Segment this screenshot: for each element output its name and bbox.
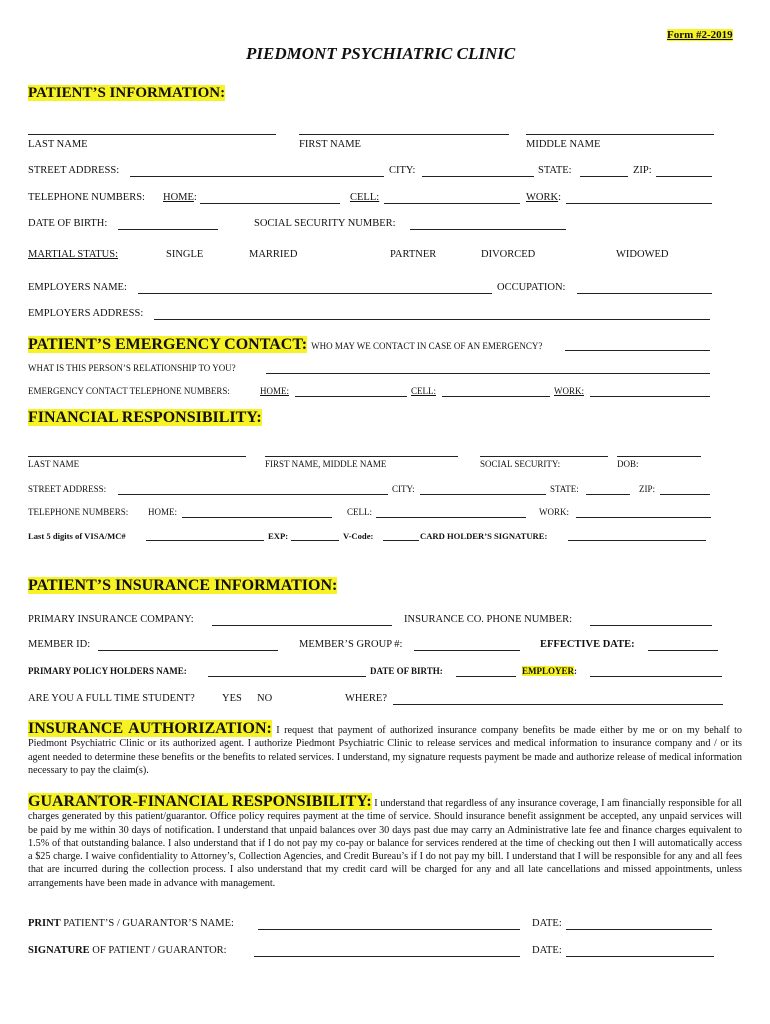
- form-number: Form #2-2019: [667, 29, 733, 41]
- guarantor-text: I understand that regardless of any insurance coverage, I am financially responsible for all charges generated by this patient/guarantor. Office policy requires payment at the time of service. Should insurance benefit assignment be accepted, any unpaid services will be paid by me within 30 days of notification. I understand that unpaid balances over 30 days past due may carry an Administrative late fee and finance charges equivalent to 1.5% of that outstanding balance. I also understand that if I do not pay my co-pay or balance for services rendered at the time of checking out then I will automatically access a $25 charge. I waive confidentiality to Attorney’s, Collection Agencies, and Credit Bureau’s if I do not pay my bill. I understand that I will be responsible for any and all fees that are incurred during the collection process. I also understand that my credit card will be charged for any and all late cancellations and missed appointments, unless arrangements have been made in advance with management.: [28, 798, 742, 889]
- state-field[interactable]: [580, 176, 628, 177]
- last-name-label: LAST NAME: [28, 139, 88, 150]
- student-no[interactable]: NO: [257, 693, 273, 704]
- holder-name-label: PRIMARY POLICY HOLDERS NAME:: [28, 666, 187, 676]
- relationship-field[interactable]: [266, 373, 710, 374]
- signature-date-label: DATE:: [532, 945, 562, 956]
- fin-street-label: STREET ADDRESS:: [28, 484, 107, 494]
- primary-company-label: PRIMARY INSURANCE COMPANY:: [28, 614, 194, 625]
- cell-phone-field[interactable]: [384, 203, 520, 204]
- occupation-label: OCCUPATION:: [497, 282, 566, 293]
- patient-info-heading: PATIENT’S INFORMATION:: [28, 85, 226, 101]
- page-title: PIEDMONT PSYCHIATRIC CLINIC: [246, 44, 516, 63]
- occupation-field[interactable]: [577, 293, 712, 294]
- signature-label: SIGNATURE OF PATIENT / GUARANTOR:: [28, 945, 227, 956]
- company-phone-label: INSURANCE CO. PHONE NUMBER:: [404, 614, 573, 625]
- insurance-heading: PATIENT’S INSURANCE INFORMATION:: [28, 577, 338, 594]
- exp-label: EXP:: [268, 531, 289, 541]
- holder-name-field[interactable]: [208, 676, 366, 677]
- emergency-cell-label: CELL:: [411, 386, 436, 396]
- home-phone-field[interactable]: [200, 203, 340, 204]
- city-label: CITY:: [389, 165, 416, 176]
- emergency-home-field[interactable]: [295, 396, 407, 397]
- marital-married[interactable]: MARRIED: [249, 249, 298, 260]
- where-label: WHERE?: [345, 693, 387, 704]
- print-name-field[interactable]: [258, 929, 520, 930]
- student-yes[interactable]: YES: [222, 693, 242, 704]
- work-phone-field[interactable]: [566, 203, 712, 204]
- guarantor-financial-responsibility: [28, 795, 742, 890]
- employers-name-label: EMPLOYERS NAME:: [28, 282, 127, 293]
- marital-divorced[interactable]: DIVORCED: [481, 249, 536, 260]
- middle-name-field[interactable]: [526, 134, 714, 135]
- last-name-field[interactable]: [28, 134, 276, 135]
- home-label: HOME:: [163, 192, 197, 203]
- student-label: ARE YOU A FULL TIME STUDENT?: [28, 693, 195, 704]
- signature-field[interactable]: [254, 956, 520, 957]
- employers-address-label: EMPLOYERS ADDRESS:: [28, 308, 144, 319]
- fin-dob-label: DOB:: [617, 459, 639, 469]
- fin-cell-label: CELL:: [347, 507, 372, 517]
- exp-field[interactable]: [291, 540, 339, 541]
- fin-first-name-label: FIRST NAME, MIDDLE NAME: [265, 459, 387, 469]
- cell-label: CELL:: [350, 192, 380, 203]
- work-label: WORK:: [526, 192, 562, 203]
- emergency-work-label: WORK:: [554, 386, 584, 396]
- marital-partner[interactable]: PARTNER: [390, 249, 437, 260]
- effective-date-field[interactable]: [648, 650, 718, 651]
- fin-state-label: STATE:: [550, 484, 579, 494]
- fin-street-field[interactable]: [118, 494, 388, 495]
- cardholder-signature-field[interactable]: [568, 540, 706, 541]
- print-name-label: PRINT PATIENT’S / GUARANTOR’S NAME:: [28, 918, 234, 929]
- dob-label: DATE OF BIRTH:: [28, 218, 108, 229]
- employer-field[interactable]: [590, 676, 722, 677]
- holder-dob-label: DATE OF BIRTH:: [370, 666, 443, 676]
- authorization-text: I request that payment of authorized insurance company benefits be made either by me or on my behalf to Piedmont Psychiatric Clinic or its authorized agent. I authorize Piedmont Psychiatric Clinic to release services and medical information to insurance company and / or its agent needed to determine these benefits or the benefits to related services. I understand, my signature requests payment be made and authorize release of medical information necessary to pay the claim(s).: [28, 725, 742, 776]
- holder-dob-field[interactable]: [456, 676, 516, 677]
- emergency-contact-field[interactable]: [565, 350, 710, 351]
- authorization-heading: INSURANCE AUTHORIZATION:: [28, 720, 272, 737]
- phone-label: TELEPHONE NUMBERS:: [28, 192, 145, 203]
- card-label: Last 5 digits of VISA/MC#: [28, 531, 126, 541]
- first-name-label: FIRST NAME: [299, 139, 361, 150]
- vcode-field[interactable]: [383, 540, 419, 541]
- fin-city-label: CITY:: [392, 484, 415, 494]
- middle-name-label: MIDDLE NAME: [526, 139, 601, 150]
- emergency-home-label: HOME:: [260, 386, 289, 396]
- fin-last-name-field[interactable]: [28, 456, 246, 457]
- primary-company-field[interactable]: [212, 625, 392, 626]
- guarantor-heading: GUARANTOR-FINANCIAL RESPONSIBILITY:: [28, 793, 372, 810]
- emergency-work-field[interactable]: [590, 396, 710, 397]
- employers-address-field[interactable]: [154, 319, 710, 320]
- financial-heading: FINANCIAL RESPONSIBILITY:: [28, 409, 262, 426]
- fin-ssn-field[interactable]: [480, 456, 608, 457]
- marital-single[interactable]: SINGLE: [166, 249, 204, 260]
- member-id-label: MEMBER ID:: [28, 639, 91, 650]
- vcode-label: V-Code:: [343, 531, 374, 541]
- employer-label: EMPLOYER:: [522, 666, 578, 676]
- fin-dob-field[interactable]: [617, 456, 701, 457]
- where-field[interactable]: [393, 704, 723, 705]
- group-field[interactable]: [414, 650, 520, 651]
- employers-name-field[interactable]: [138, 293, 492, 294]
- insurance-authorization: [28, 722, 742, 777]
- fin-cell-field[interactable]: [376, 517, 526, 518]
- fin-home-field[interactable]: [182, 517, 332, 518]
- fin-home-label: HOME:: [148, 507, 177, 517]
- fin-work-label: WORK:: [539, 507, 569, 517]
- print-date-field[interactable]: [566, 929, 712, 930]
- first-name-field[interactable]: [299, 134, 509, 135]
- effective-date-label: EFFECTIVE DATE:: [540, 639, 635, 650]
- group-label: MEMBER’S GROUP #:: [299, 639, 403, 650]
- fin-work-field[interactable]: [576, 517, 711, 518]
- emergency-heading: PATIENT’S EMERGENCY CONTACT: WHO MAY WE CONTACT IN CASE OF AN EMERGENCY?: [28, 336, 543, 353]
- fin-zip-label: ZIP:: [639, 484, 656, 494]
- company-phone-field[interactable]: [590, 625, 712, 626]
- ssn-field[interactable]: [410, 229, 566, 230]
- state-label: STATE:: [538, 165, 572, 176]
- dob-field[interactable]: [118, 229, 218, 230]
- cardholder-label: CARD HOLDER’S SIGNATURE:: [420, 531, 548, 541]
- marital-widowed[interactable]: WIDOWED: [616, 249, 669, 260]
- city-field[interactable]: [422, 176, 534, 177]
- fin-phone-label: TELEPHONE NUMBERS:: [28, 507, 129, 517]
- print-date-label: DATE:: [532, 918, 562, 929]
- zip-field[interactable]: [656, 176, 712, 177]
- street-field[interactable]: [130, 176, 384, 177]
- fin-state-field[interactable]: [586, 494, 630, 495]
- emergency-cell-field[interactable]: [442, 396, 550, 397]
- member-id-field[interactable]: [98, 650, 278, 651]
- fin-first-name-field[interactable]: [265, 456, 458, 457]
- fin-city-field[interactable]: [420, 494, 546, 495]
- ssn-label: SOCIAL SECURITY NUMBER:: [254, 218, 396, 229]
- zip-label: ZIP:: [633, 165, 652, 176]
- street-label: STREET ADDRESS:: [28, 165, 120, 176]
- relationship-label: WHAT IS THIS PERSON’S RELATIONSHIP TO YOU?: [28, 363, 236, 373]
- signature-date-field[interactable]: [566, 956, 714, 957]
- fin-ssn-label: SOCIAL SECURITY:: [480, 459, 561, 469]
- card-digits-field[interactable]: [146, 540, 264, 541]
- marital-status-label: MARTIAL STATUS:: [28, 249, 119, 260]
- fin-zip-field[interactable]: [660, 494, 710, 495]
- emergency-phone-label: EMERGENCY CONTACT TELEPHONE NUMBERS:: [28, 386, 230, 396]
- fin-last-name-label: LAST NAME: [28, 459, 80, 469]
